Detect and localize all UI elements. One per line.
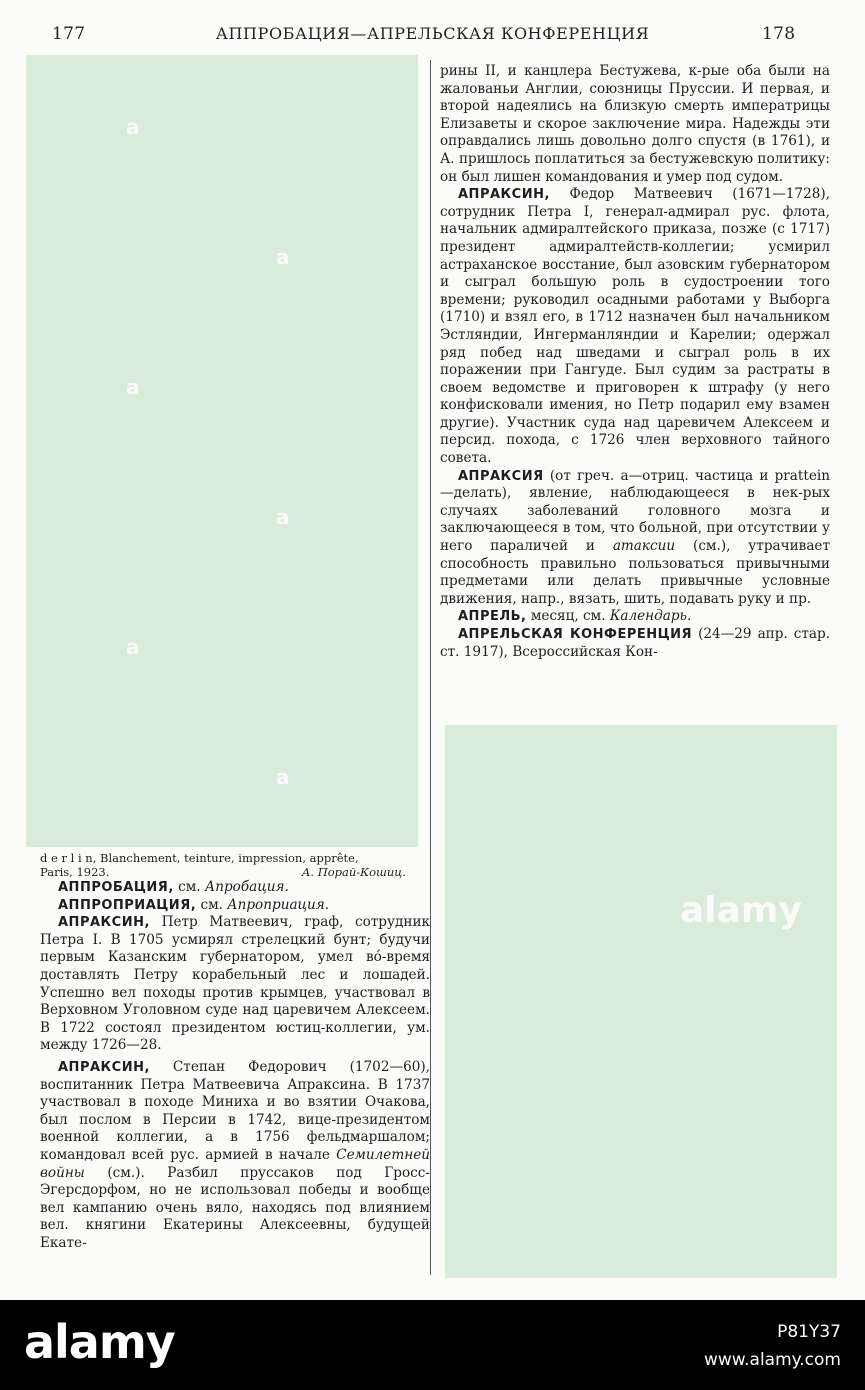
reference-line: d e r l i n, Blanchement, teinture, impression, apprête, Paris, 1923. А. Порай-Кошиц. (40, 851, 406, 879)
page-number-left: 177 (52, 24, 86, 44)
running-title: АППРОБАЦИЯ—АПРЕЛЬСКАЯ КОНФЕРЕНЦИЯ (215, 24, 650, 43)
watermark-mark: a (276, 765, 290, 789)
image-id: P81Y37 (777, 1322, 841, 1342)
watermark-mark: a (126, 635, 140, 659)
entry-aprelskaya-konferentsiya: АПРЕЛЬСКАЯ КОНФЕРЕНЦИЯ (24—29 апр. стар. ст. 1917), Всероссийская Кон- (440, 626, 831, 660)
site-url: www.alamy.com (703, 1350, 841, 1370)
entry-apraksin-petr: АПРАКСИН, Петр Матвеевич, граф, сотрудник Петра I. В 1705 усмирял стрелецкий бунт; будучи первым Казанским губернатором, умел вó-время доставлять Петру корабельный лес и лошадей. Успешно вел походы против крымцев, участвовал в Верховном Уголовном суде над царевичем Алексеем. В 1722 состоял президентом юстиц-коллегии, ум. между 1726—28. (40, 914, 430, 1054)
watermark-mark: a (276, 505, 290, 529)
entry-aprel: АПРЕЛЬ, месяц, см. Календарь. (458, 608, 692, 625)
right-column (440, 63, 830, 661)
watermark-logo-overlay: alamy (680, 890, 802, 931)
watermark-mark: a (126, 375, 140, 399)
entry-continuation: рины II, и канцлера Бестужева, к-рые оба были на жалованьи Англии, союзницы Пруссии. И первая, и второй надеялись на близкую смерть императрицы Елизаветы и скорое заключение мира. Надежды эти оправдались лишь довольно долго спустя (в 1761), и А. пришлось поплатиться за бестужевскую политику: он был лишен командования и умер под судом. (440, 63, 830, 185)
watermark-mark: a (126, 115, 140, 139)
entry-appropriatsiya: АППРОПРИАЦИЯ, см. Апроприация. (58, 896, 330, 913)
entry-apraksin-fedor: АПРАКСИН, Федор Матвеевич (1671—1728), сотрудник Петра I, генерал-адмирал рус. флота, начальник адмиралтейского приказа, позже (с 1717) президент адмиралтейств-коллегии; усмирил астраханское восстание, был азовским губернатором и сыграл большую роль в судостроении того времени; руководил осадными работами у Выборга (1710) и взял его, в 1712 назначен был начальником Эстляндии, Ингерманляндии и Карелии; одержал ряд побед над шведами и сыграл роль в их поражении при Гангуде. Был судим за растраты в своем ведомстве и приговорен к штрафу (у него конфисковали имения, но Петр подарил ему взамен другие). Участник суда над царевичем Алексеем и персид. похода, с 1726 член верховного тайного совета. (440, 186, 830, 467)
entry-apraksiya: АПРАКСИЯ (от греч. а—отриц. частица и prattein—делать), явление, наблюдающееся в нек-рых случаях заболеваний головного мозга и заключающееся в том, что больной, при отсутствии у него параличей и атаксии (см.), утрачивает способность правильно пользоваться привычными предметами или делать привычные условные движения, напр., вязать, шить, подавать руку и пр. (440, 467, 830, 607)
figure-placeholder-right (445, 725, 837, 1278)
left-column (40, 851, 430, 1252)
page-number-right: 178 (762, 24, 796, 44)
watermark-mark: a (276, 245, 290, 269)
entry-approbatsiya: АППРОБАЦИЯ, см. Апробация. (58, 879, 289, 895)
entry-apraksin-stepan: АПРАКСИН, Степан Федорович (1702—60), воспитанник Петра Матвеевича Апраксина. В 1737 участвовал в походе Миниха и во взятии Очакова, был послом в Персии в 1742, вице-президентом военной коллегии, а в 1756 фельдмаршалом; командовал всей рус. армией в начале Семилетней войны (см.). Разбил пруссаков под Гросс-Эгерсдорфом, но не использовал победы и вообще вел кампанию очень вяло, находясь под влиянием вел. княгини Екатерины Алексеевны, будущей Екате- (40, 1058, 430, 1251)
alamy-logo: alamy (24, 1315, 175, 1369)
column-divider (430, 60, 431, 1275)
figure-placeholder-left (26, 55, 418, 847)
